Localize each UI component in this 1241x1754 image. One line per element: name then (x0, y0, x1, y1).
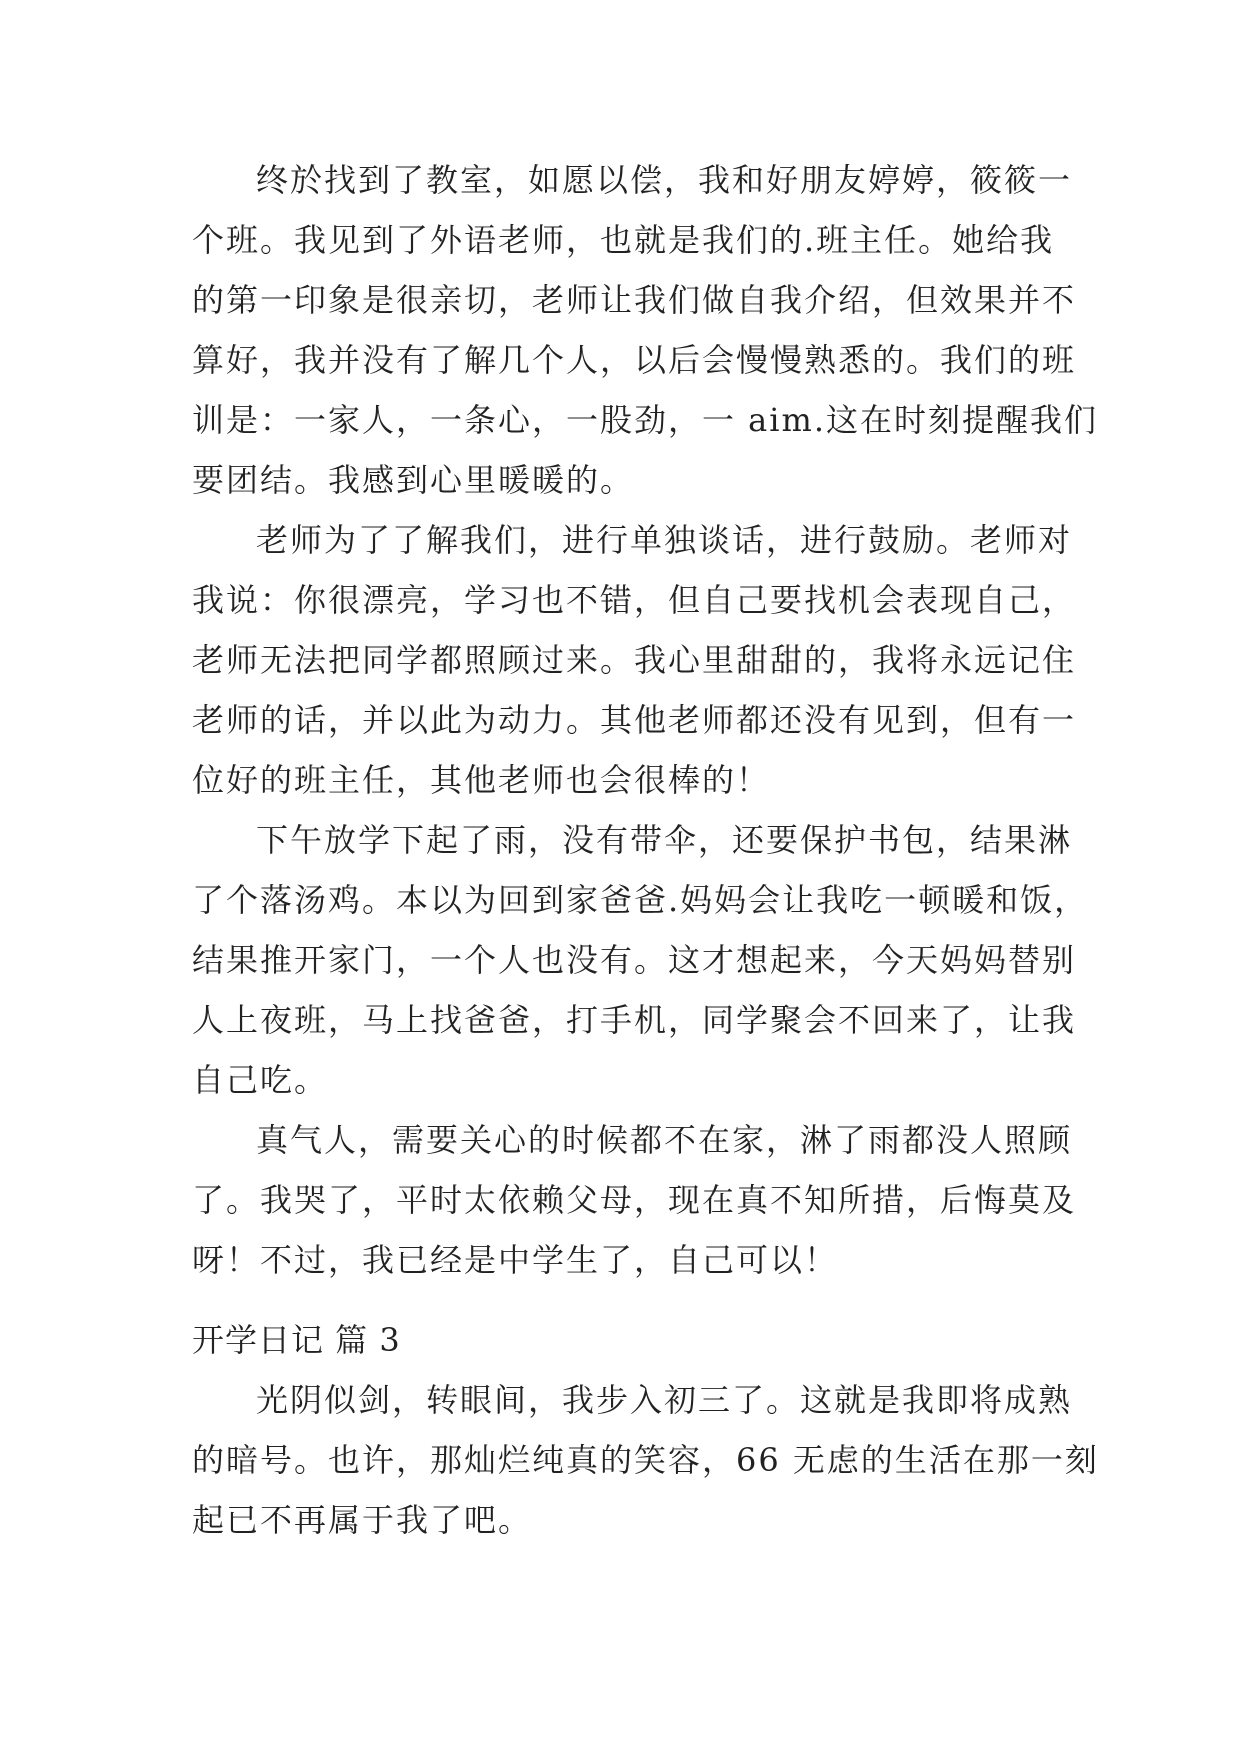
paragraph-line: 了个落汤鸡。本以为回到家爸爸.妈妈会让我吃一顿暖和饭， (192, 881, 1089, 919)
paragraph-line: 老师为了了解我们，进行单独谈话，进行鼓励。老师对 (256, 521, 1073, 559)
paragraph-line: 人上夜班，马上找爸爸，打手机，同学聚会不回来了，让我 (192, 1001, 1077, 1039)
paragraph-1 (192, 150, 1099, 510)
paragraph-4 (192, 1110, 1077, 1290)
paragraph-line: 个班。我见到了外语老师，也就是我们的.班主任。她给我 (192, 221, 1055, 259)
paragraph-line: 真气人，需要关心的时候都不在家，淋了雨都没人照顾 (256, 1121, 1073, 1159)
paragraph-line: 结果推开家门，一个人也没有。这才想起来，今天妈妈替别 (192, 941, 1077, 979)
paragraph-line: 下午放学下起了雨，没有带伞，还要保护书包，结果淋 (256, 821, 1073, 859)
paragraph-line: 光阴似剑，转眼间，我步入初三了。这就是我即将成熟 (256, 1381, 1073, 1419)
paragraph-line: 老师的话，并以此为动力。其他老师都还没有见到，但有一 (192, 701, 1077, 739)
paragraph-line: 算好，我并没有了解几个人，以后会慢慢熟悉的。我们的班 (192, 341, 1077, 379)
paragraph-line: 的暗号。也许，那灿烂纯真的笑容，66 无虑的生活在那一刻 (192, 1441, 1099, 1479)
paragraph-line: 呀！不过，我已经是中学生了，自己可以！ (192, 1241, 839, 1279)
paragraph-line: 起已不再属于我了吧。 (192, 1501, 533, 1539)
paragraph-2 (192, 510, 1077, 810)
paragraph-line: 位好的班主任，其他老师也会很棒的！ (192, 761, 771, 799)
paragraph-line: 要团结。我感到心里暖暖的。 (192, 461, 635, 499)
paragraph-line: 的第一印象是很亲切，老师让我们做自我介绍，但效果并不 (192, 281, 1077, 319)
paragraph-line: 终於找到了教室，如愿以偿，我和好朋友婷婷，筱筱一 (256, 161, 1073, 199)
paragraph-line: 老师无法把同学都照顾过来。我心里甜甜的，我将永远记住 (192, 641, 1077, 679)
paragraph-3 (192, 810, 1089, 1110)
paragraph-line: 训是：一家人，一条心，一股劲，一 aim.这在时刻提醒我们 (192, 401, 1099, 439)
paragraph-line: 自己吃。 (192, 1061, 329, 1099)
section-heading: 开学日记 篇 3 (192, 1321, 401, 1359)
paragraph-line: 我说：你很漂亮，学习也不错，但自己要找机会表现自己， (192, 581, 1077, 619)
paragraph-line: 了。我哭了，平时太依赖父母，现在真不知所措，后悔莫及 (192, 1181, 1077, 1219)
section-paragraph-1 (192, 1370, 1099, 1550)
